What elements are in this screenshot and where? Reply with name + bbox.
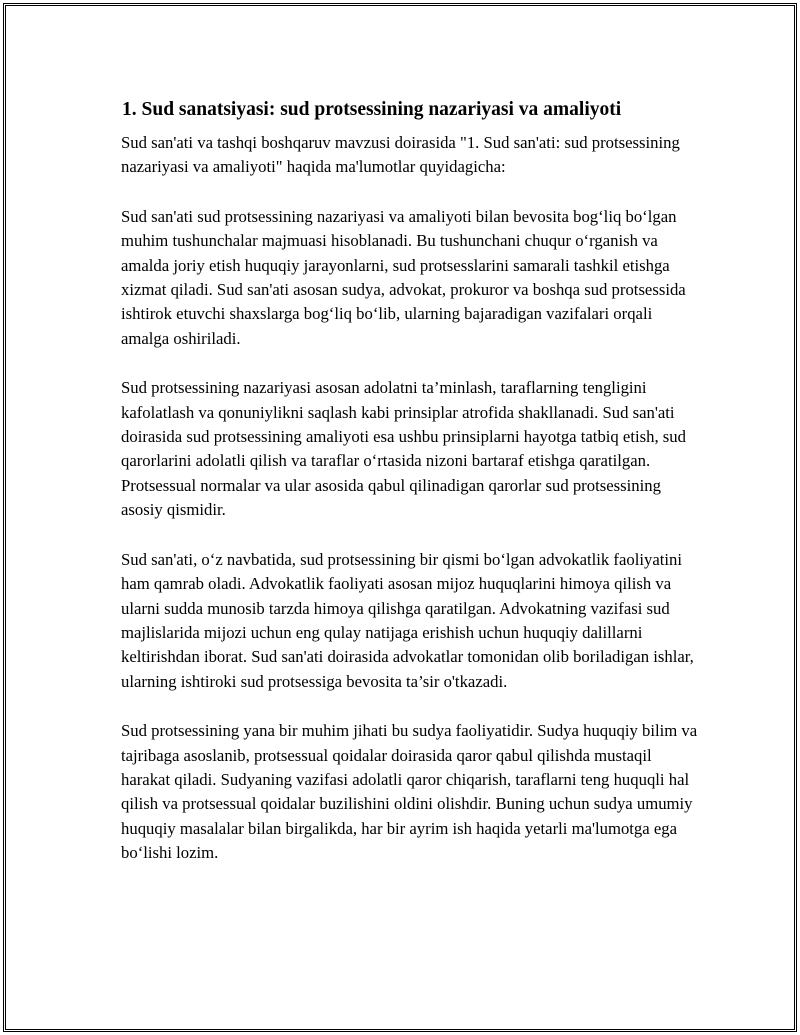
page-frame bbox=[3, 3, 797, 1032]
paragraph-definition: Sud san'ati sud protsessining nazariyasi va amaliyoti bilan bevosita bog‘liq bo‘lgan muhim tushunchalar majmuasi hisoblanadi. Bu tushunchani chuqur o‘rganish va amalda joriy etish huquqiy jarayonlarni, sud protsesslarini samarali tashkil etishga xizmat qiladi. Sud san'ati asosan sudya, advokat, prokuror va boshqa sud protsessida ishtirok etuvchi shaxslarga bog‘liq bo‘lib, ularning bajaradigan vazifalari orqali amalga oshiriladi. bbox=[121, 206, 686, 348]
document-title: 1. Sud sanatsiyasi: sud protsessining nazariyasi va amaliyoti bbox=[122, 99, 622, 120]
paragraph-advocacy: Sud san'ati, o‘z navbatida, sud protsessining bir qismi bo‘lgan advokatlik faoliyatini ham qamrab oladi. Advokatlik faoliyati asosan mijoz huquqlarini himoya qilish va ularni sudda munosib tarzda himoya qilishga qaratilgan. Advokatning vazifasi sud majlislarida mijozi uchun eng qulay natijaga erishish uchun huquqiy dalillarni keltirishdan iborat. Sud san'ati doirasida advokatlar tomonidan olib boriladigan ishlar, ularning ishtiroki sud protsessiga bevosita ta’sir o'tkazadi. bbox=[121, 549, 694, 691]
paragraph-theory: Sud protsessining nazariyasi asosan adolatni ta’minlash, taraflarning tengligini kafolatlash va qonuniylikni saqlash kabi prinsiplar atrofida shakllanadi. Sud san'ati doirasida sud protsessining amaliyoti esa ushbu prinsiplarni hayotga tatbiq etish, sud qarorlarini adolatli qilish va taraflar o‘rtasida nizoni bartaraf etishga qaratilgan. Protsessual normalar va ular asosida qabul qilinadigan qarorlar sud protsessining asosiy qismidir. bbox=[121, 378, 686, 520]
paragraph-judge: Sud protsessining yana bir muhim jihati bu sudya faoliyatidir. Sudya huquqiy bilim va tajribaga asoslanib, protsessual qoidalar doirasida qaror qabul qilishda mustaqil harakat qiladi. Sudyaning vazifasi adolatli qaror chiqarish, taraflarni teng huquqli hal qilish va protsessual qoidalar buzilishini oldini olishdir. Buning uchun sudya umumiy huquqiy masalalar bilan birgalikda, har bir ayrim ish haqida yetarli ma'lumotga ega bo‘lishi lozim. bbox=[121, 721, 698, 863]
document-body bbox=[121, 96, 699, 866]
paragraph-intro: Sud san'ati va tashqi boshqaruv mavzusi doirasida "1. Sud san'ati: sud protsessining nazariyasi va amaliyoti" haqida ma'lumotlar quyidagicha: bbox=[121, 133, 680, 177]
